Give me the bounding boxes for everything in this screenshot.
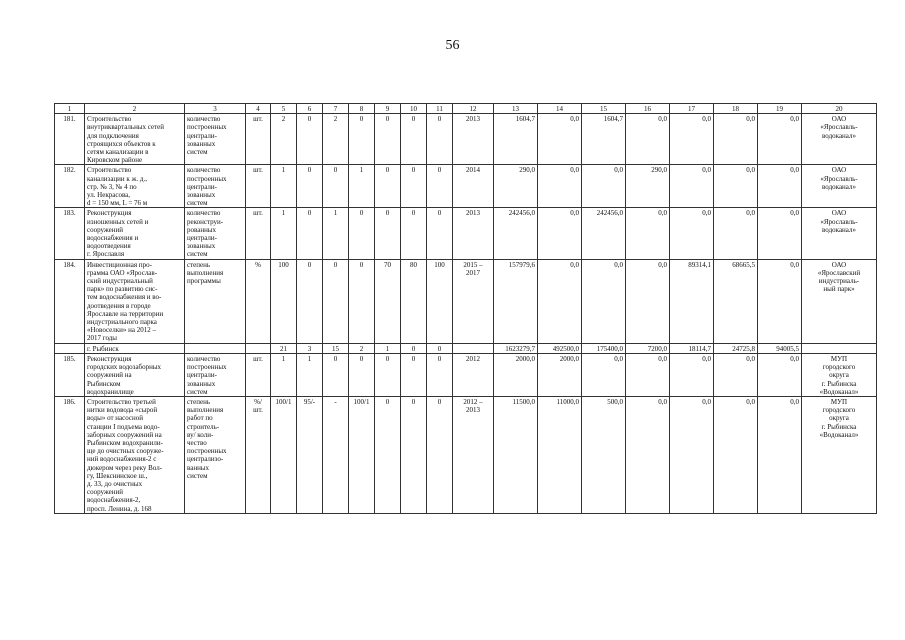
funding-2013-cell: 175400,0 <box>582 343 626 353</box>
funding-2014-cell: 290,0 <box>626 165 670 208</box>
year-2016-cell: 0 <box>401 114 427 165</box>
year-2015-cell: 0 <box>375 208 401 259</box>
year-2015-cell: 0 <box>375 396 401 513</box>
year-2014-cell: 0 <box>349 208 375 259</box>
year-2012-cell: 0 <box>297 259 323 343</box>
column-number: 3 <box>185 104 246 114</box>
funding-2013-cell: 0,0 <box>582 259 626 343</box>
funding-total-cell: 290,0 <box>494 165 538 208</box>
object-name-cell: Строительство внутриквартальных сетей для подключения строящихся объектов к сетям канализации в Кировском районе <box>85 114 185 165</box>
year-2017-cell: 100 <box>427 259 453 343</box>
funding-total-cell: 242456,0 <box>494 208 538 259</box>
funding-2017-cell: 0,0 <box>758 353 802 396</box>
implementation-period-cell: 2014 <box>453 165 494 208</box>
year-2015-cell: 70 <box>375 259 401 343</box>
funding-2014-cell: 0,0 <box>626 353 670 396</box>
funding-2012-cell: 0,0 <box>538 114 582 165</box>
funding-2012-cell: 11000,0 <box>538 396 582 513</box>
row-number-cell: 186. <box>55 396 85 513</box>
column-number: 20 <box>802 104 877 114</box>
indicator-cell <box>185 343 246 353</box>
funding-2012-cell: 492500,0 <box>538 343 582 353</box>
funding-2017-cell: 0,0 <box>758 114 802 165</box>
funding-total-cell: 157979,6 <box>494 259 538 343</box>
year-2015-cell: 1 <box>375 343 401 353</box>
executor-cell: ОАО «Ярославский индустриаль- ный парк» <box>802 259 877 343</box>
column-number: 1 <box>55 104 85 114</box>
table-row <box>55 114 877 165</box>
column-number: 11 <box>427 104 453 114</box>
implementation-period-cell: 2013 <box>453 114 494 165</box>
year-2016-cell: 0 <box>401 208 427 259</box>
executor-cell: МУП городского округа г. Рыбинска «Водоканал» <box>802 396 877 513</box>
year-2012-cell: 3 <box>297 343 323 353</box>
table-row <box>55 259 877 343</box>
target-total-cell: 2 <box>271 114 297 165</box>
row-number-cell: 185. <box>55 353 85 396</box>
year-2014-cell: 100/1 <box>349 396 375 513</box>
funding-2012-cell: 2000,0 <box>538 353 582 396</box>
column-number: 18 <box>714 104 758 114</box>
year-2017-cell: 0 <box>427 208 453 259</box>
indicator-cell: количество построенных централи- зованных систем <box>185 165 246 208</box>
year-2013-cell: - <box>323 396 349 513</box>
target-total-cell: 1 <box>271 353 297 396</box>
unit-cell: шт. <box>246 353 271 396</box>
funding-2016-cell: 0,0 <box>714 114 758 165</box>
table-row <box>55 353 877 396</box>
column-number: 19 <box>758 104 802 114</box>
year-2017-cell: 0 <box>427 114 453 165</box>
object-name-cell: Строительство канализации к ж. д., стр. № 3, № 4 по ул. Некрасова, d = 150 мм, L = 76 м <box>85 165 185 208</box>
page-number: 56 <box>445 38 460 53</box>
funding-2016-cell: 0,0 <box>714 353 758 396</box>
column-number: 13 <box>494 104 538 114</box>
year-2012-cell: 0 <box>297 114 323 165</box>
funding-2017-cell: 0,0 <box>758 165 802 208</box>
funding-2014-cell: 0,0 <box>626 259 670 343</box>
funding-2017-cell: 0,0 <box>758 396 802 513</box>
year-2016-cell: 80 <box>401 259 427 343</box>
target-total-cell: 1 <box>271 165 297 208</box>
row-number-cell <box>55 343 85 353</box>
funding-2015-cell: 0,0 <box>670 165 714 208</box>
year-2017-cell: 0 <box>427 396 453 513</box>
indicator-cell: количество построенных централи- зованных систем <box>185 353 246 396</box>
year-2014-cell: 0 <box>349 353 375 396</box>
column-number: 17 <box>670 104 714 114</box>
implementation-period-cell: 2012 – 2013 <box>453 396 494 513</box>
column-number: 14 <box>538 104 582 114</box>
funding-2013-cell: 0,0 <box>582 353 626 396</box>
year-2015-cell: 0 <box>375 114 401 165</box>
column-number: 7 <box>323 104 349 114</box>
year-2013-cell: 15 <box>323 343 349 353</box>
year-2017-cell: 0 <box>427 353 453 396</box>
year-2016-cell: 0 <box>401 165 427 208</box>
funding-2015-cell: 0,0 <box>670 396 714 513</box>
funding-2014-cell: 7200,0 <box>626 343 670 353</box>
indicator-cell: степень выполнения программы <box>185 259 246 343</box>
table-row <box>55 208 877 259</box>
year-2013-cell: 0 <box>323 165 349 208</box>
funding-total-cell: 1623279,7 <box>494 343 538 353</box>
table-row <box>55 165 877 208</box>
executor-cell <box>802 343 877 353</box>
funding-2015-cell: 0,0 <box>670 208 714 259</box>
column-number: 15 <box>582 104 626 114</box>
funding-2017-cell: 0,0 <box>758 259 802 343</box>
unit-cell: шт. <box>246 208 271 259</box>
year-2012-cell: 95/- <box>297 396 323 513</box>
implementation-period-cell: 2012 <box>453 353 494 396</box>
year-2014-cell: 0 <box>349 114 375 165</box>
implementation-period-cell: 2015 – 2017 <box>453 259 494 343</box>
unit-cell: % <box>246 259 271 343</box>
funding-total-cell: 11500,0 <box>494 396 538 513</box>
funding-2016-cell: 24725,8 <box>714 343 758 353</box>
year-2017-cell: 0 <box>427 343 453 353</box>
column-number: 6 <box>297 104 323 114</box>
funding-2016-cell: 0,0 <box>714 396 758 513</box>
column-number: 4 <box>246 104 271 114</box>
executor-cell: ОАО «Ярославль- водоканал» <box>802 208 877 259</box>
funding-2015-cell: 0,0 <box>670 114 714 165</box>
object-name-cell: Реконструкция изношенных сетей и сооружений водоснабжения и водоотведения г. Ярославля <box>85 208 185 259</box>
year-2013-cell: 0 <box>323 259 349 343</box>
row-number-cell: 184. <box>55 259 85 343</box>
object-name-cell: Строительство третьей нитки водовода «сырой воды» от насосной станции I подъема водо- заборных сооружений на Рыбинском водохранили- ще до очистных сооруже- ний водоснабжения-2 с дюкером через реку Вол- гу, Шекснинское ш., д. 33, до очистных сооружений водоснабжения-2, просп. Ленина, д. 168 <box>85 396 185 513</box>
city-subtotal-row <box>55 343 877 353</box>
funding-2012-cell: 0,0 <box>538 259 582 343</box>
implementation-period-cell: 2013 <box>453 208 494 259</box>
column-number: 2 <box>85 104 185 114</box>
column-number: 9 <box>375 104 401 114</box>
object-name-cell: Инвестиционная про- грамма ОАО «Ярослав- ский индустриальный парк» по развитию сис- тем водоснабжения и во- доотведения в городе Ярославле на территории индустриального парка «Новоселки» на 2012 – 2017 годы <box>85 259 185 343</box>
funding-2014-cell: 0,0 <box>626 208 670 259</box>
row-number-cell: 182. <box>55 165 85 208</box>
funding-2012-cell: 0,0 <box>538 165 582 208</box>
column-number-row <box>55 104 877 114</box>
funding-2016-cell: 0,0 <box>714 208 758 259</box>
target-total-cell: 100 <box>271 259 297 343</box>
indicator-cell: количество реконструи- рованных централи- зованных систем <box>185 208 246 259</box>
unit-cell: шт. <box>246 114 271 165</box>
object-name-cell: Реконструкция городских водозаборных сооружений на Рыбинском водохранилище <box>85 353 185 396</box>
executor-cell: ОАО «Ярославль- водоканал» <box>802 114 877 165</box>
funding-2014-cell: 0,0 <box>626 396 670 513</box>
funding-2016-cell: 68665,5 <box>714 259 758 343</box>
funding-2017-cell: 0,0 <box>758 208 802 259</box>
year-2012-cell: 0 <box>297 165 323 208</box>
funding-2016-cell: 0,0 <box>714 165 758 208</box>
year-2014-cell: 1 <box>349 165 375 208</box>
row-number-cell: 183. <box>55 208 85 259</box>
year-2012-cell: 1 <box>297 353 323 396</box>
indicator-cell: количество построенных централи- зованных систем <box>185 114 246 165</box>
executor-cell: МУП городского округа г. Рыбинска «Водоканал» <box>802 353 877 396</box>
year-2017-cell: 0 <box>427 165 453 208</box>
column-number: 12 <box>453 104 494 114</box>
funding-2015-cell: 18114,7 <box>670 343 714 353</box>
year-2013-cell: 0 <box>323 353 349 396</box>
year-2016-cell: 0 <box>401 396 427 513</box>
column-number: 8 <box>349 104 375 114</box>
funding-2017-cell: 94005,5 <box>758 343 802 353</box>
object-name-cell: г. Рыбинск <box>85 343 185 353</box>
table-row <box>55 396 877 513</box>
year-2012-cell: 0 <box>297 208 323 259</box>
unit-cell <box>246 343 271 353</box>
indicator-cell: степень выполнения работ по строитель- ву/ коли- чество построенных централизо- ванных систем <box>185 396 246 513</box>
funding-2015-cell: 0,0 <box>670 353 714 396</box>
year-2014-cell: 0 <box>349 259 375 343</box>
investment-program-table <box>54 103 877 514</box>
funding-total-cell: 1604,7 <box>494 114 538 165</box>
year-2016-cell: 0 <box>401 353 427 396</box>
unit-cell: шт. <box>246 165 271 208</box>
column-number: 10 <box>401 104 427 114</box>
funding-total-cell: 2000,0 <box>494 353 538 396</box>
implementation-period-cell <box>453 343 494 353</box>
funding-2013-cell: 1604,7 <box>582 114 626 165</box>
target-total-cell: 21 <box>271 343 297 353</box>
target-total-cell: 1 <box>271 208 297 259</box>
year-2013-cell: 1 <box>323 208 349 259</box>
year-2015-cell: 0 <box>375 165 401 208</box>
unit-cell: %/ шт. <box>246 396 271 513</box>
funding-2013-cell: 500,0 <box>582 396 626 513</box>
target-total-cell: 100/1 <box>271 396 297 513</box>
year-2016-cell: 0 <box>401 343 427 353</box>
funding-2012-cell: 0,0 <box>538 208 582 259</box>
year-2015-cell: 0 <box>375 353 401 396</box>
funding-2015-cell: 89314,1 <box>670 259 714 343</box>
funding-2014-cell: 0,0 <box>626 114 670 165</box>
year-2013-cell: 2 <box>323 114 349 165</box>
funding-2013-cell: 242456,0 <box>582 208 626 259</box>
executor-cell: ОАО «Ярославль- водоканал» <box>802 165 877 208</box>
column-number: 5 <box>271 104 297 114</box>
year-2014-cell: 2 <box>349 343 375 353</box>
row-number-cell: 181. <box>55 114 85 165</box>
funding-2013-cell: 0,0 <box>582 165 626 208</box>
column-number: 16 <box>626 104 670 114</box>
